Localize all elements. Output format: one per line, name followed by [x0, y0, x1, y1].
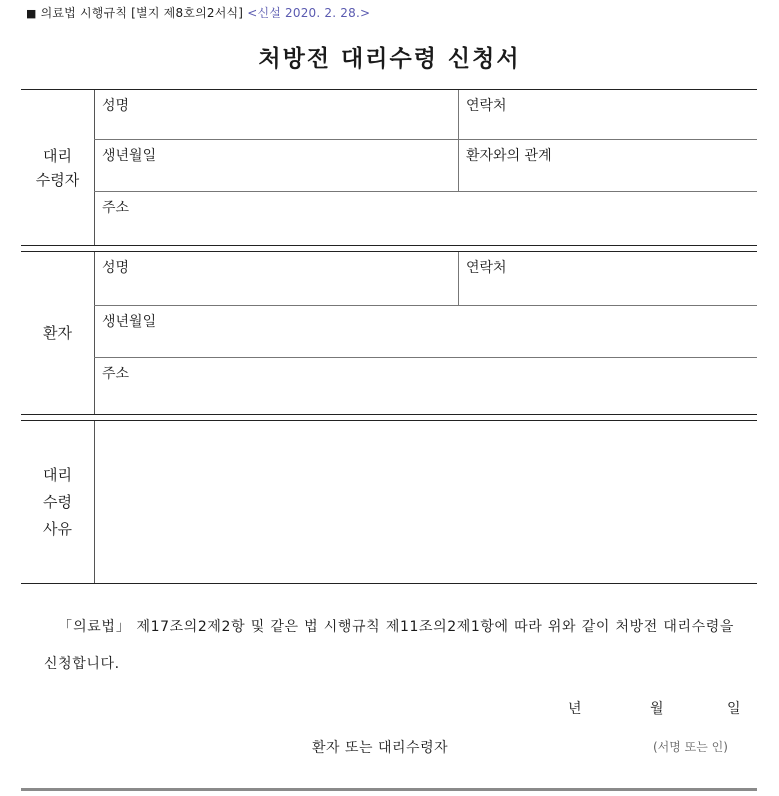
patient-section-label: 환자 [21, 252, 95, 414]
reason-section [21, 421, 757, 583]
proxy-address-field[interactable]: 주소 [102, 200, 130, 216]
patient-contact-field[interactable]: 연락처 [466, 260, 507, 276]
section-divider [21, 245, 757, 246]
divider [458, 252, 459, 305]
bottom-rule [21, 788, 757, 791]
application-statement: 「의료법」 제17조의2제2항 및 같은 법 시행규칙 제11조의2제1항에 따라 위와 같이 처방전 대리수령을 신청합니다. [44, 619, 734, 672]
reason-field[interactable] [94, 421, 757, 583]
form-basis: 의료법 시행규칙 [별지 제8호의2서식] [40, 6, 244, 20]
patient-section [21, 252, 757, 414]
date-month-label: 월 [650, 701, 664, 717]
patient-name-field[interactable]: 성명 [102, 260, 130, 276]
proxy-section-label: 대리 수령자 [21, 90, 95, 245]
signatory-label: 환자 또는 대리수령자 [312, 740, 449, 756]
section-divider [21, 414, 757, 415]
page-title: 처방전 대리수령 신청서 [258, 46, 521, 72]
proxy-contact-field[interactable]: 연락처 [466, 98, 507, 114]
form-basis-header [26, 4, 370, 21]
signature-field[interactable]: (서명 또는 인) [653, 740, 728, 754]
date-year-label: 년 [568, 701, 582, 717]
proxy-relation-field[interactable]: 환자와의 관계 [466, 148, 552, 164]
reason-section-label: 대리 수령 사유 [21, 421, 95, 583]
proxy-name-field[interactable]: 성명 [102, 98, 130, 114]
patient-address-field[interactable]: 주소 [102, 366, 130, 382]
proxy-birth-field[interactable]: 생년월일 [102, 148, 157, 164]
patient-birth-field[interactable]: 생년월일 [102, 314, 157, 330]
revision-note: <신설 2020. 2. 28.> [247, 6, 371, 20]
table-bottom-border [21, 583, 757, 584]
date-day-label: 일 [727, 701, 741, 717]
square-marker-icon: ■ [26, 7, 37, 20]
proxy-section [21, 90, 757, 245]
